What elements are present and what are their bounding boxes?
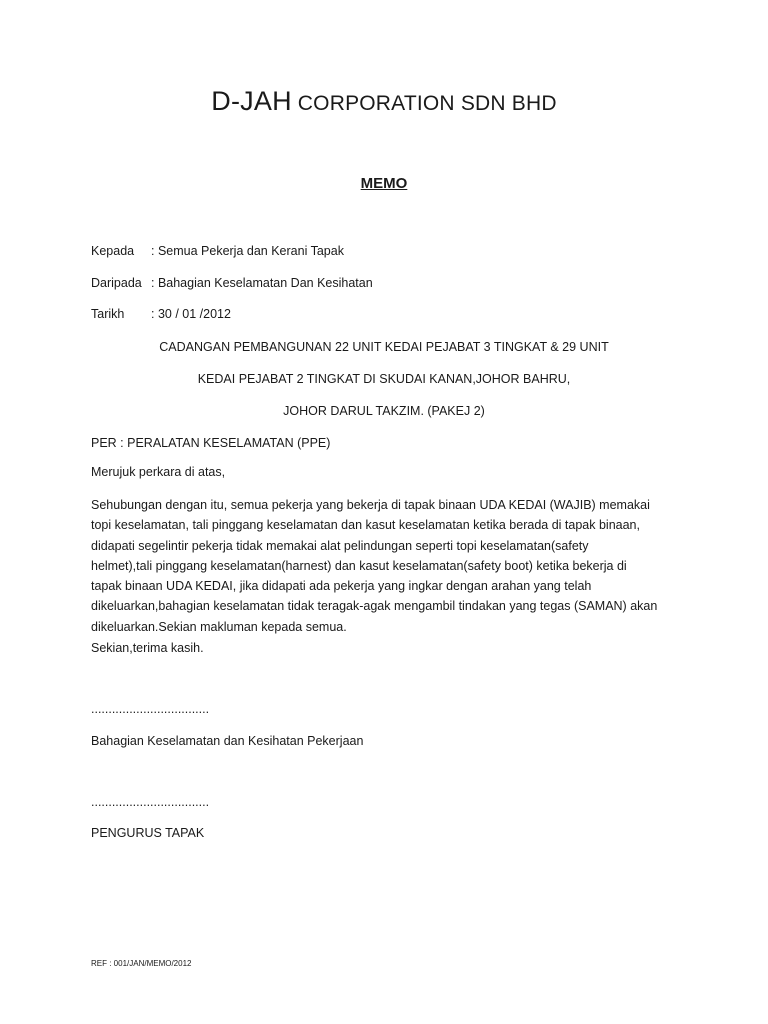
paragraph-line: tapak binaan UDA KEDAI, jika didapati ada pekerja yang ingkar dengan arahan yang telah	[91, 579, 592, 594]
paragraph-line: dikeluarkan,bahagian keselamatan tidak teragak-agak mengambil tindakan yang tegas (SAMAN) akan	[91, 599, 658, 614]
reference-line: Merujuk perkara di atas,	[91, 465, 226, 479]
company-name-prefix: D-JAH	[211, 86, 292, 116]
per-line: PER : PERALATAN KESELAMATAN (PPE)	[91, 436, 331, 450]
subject-line-3: JOHOR DARUL TAKZIM. (PAKEJ 2)	[283, 404, 485, 418]
signature-1-title: Bahagian Keselamatan dan Kesihatan Pekerjaan	[91, 734, 364, 748]
subject-line-2: KEDAI PEJABAT 2 TINGKAT DI SKUDAI KANAN,JOHOR BAHRU,	[197, 372, 571, 386]
signature-2-dots: ..................................	[91, 795, 210, 809]
date-label: Tarikh	[91, 307, 125, 321]
body-paragraph	[91, 495, 711, 637]
company-name-rest: CORPORATION SDN BHD	[291, 92, 557, 115]
signature-2-title: PENGURUS TAPAK	[91, 826, 205, 840]
from-field	[91, 276, 373, 290]
subject-line-1: CADANGAN PEMBANGUNAN 22 UNIT KEDAI PEJABAT 3 TINGKAT & 29 UNIT	[159, 340, 609, 354]
paragraph-line: didapati segelintir pekerja tidak memakai alat pelindungan seperti topi keselamatan(safety	[91, 538, 589, 553]
memo-title: MEMO	[360, 175, 408, 192]
reference-number: REF : 001/JAN/MEMO/2012	[91, 959, 192, 968]
from-label: Daripada	[91, 276, 142, 290]
date-field	[91, 307, 231, 321]
paragraph-line: topi keselamatan, tali pinggang keselamatan dan kasut keselamatan ketika berada di tapak binaan,	[91, 518, 640, 533]
closing-line: Sekian,terima kasih.	[91, 641, 204, 655]
signature-1-dots: ..................................	[91, 702, 210, 716]
date-value: : 30 / 01 /2012	[151, 307, 231, 321]
to-label: Kepada	[91, 244, 135, 258]
company-name	[0, 86, 768, 117]
from-value: : Bahagian Keselamatan Dan Kesihatan	[151, 276, 373, 290]
paragraph-line: helmet),tali pinggang keselamatan(harnest) dan kasut keselamatan(safety boot) ketika bekerja di	[91, 558, 627, 573]
paragraph-line: dikeluarkan.Sekian makluman kepada semua.	[91, 619, 347, 634]
to-value: : Semua Pekerja dan Kerani Tapak	[151, 244, 344, 258]
to-field	[91, 244, 344, 258]
paragraph-line: Sehubungan dengan itu, semua pekerja yang bekerja di tapak binaan UDA KEDAI (WAJIB) memakai	[91, 498, 650, 512]
